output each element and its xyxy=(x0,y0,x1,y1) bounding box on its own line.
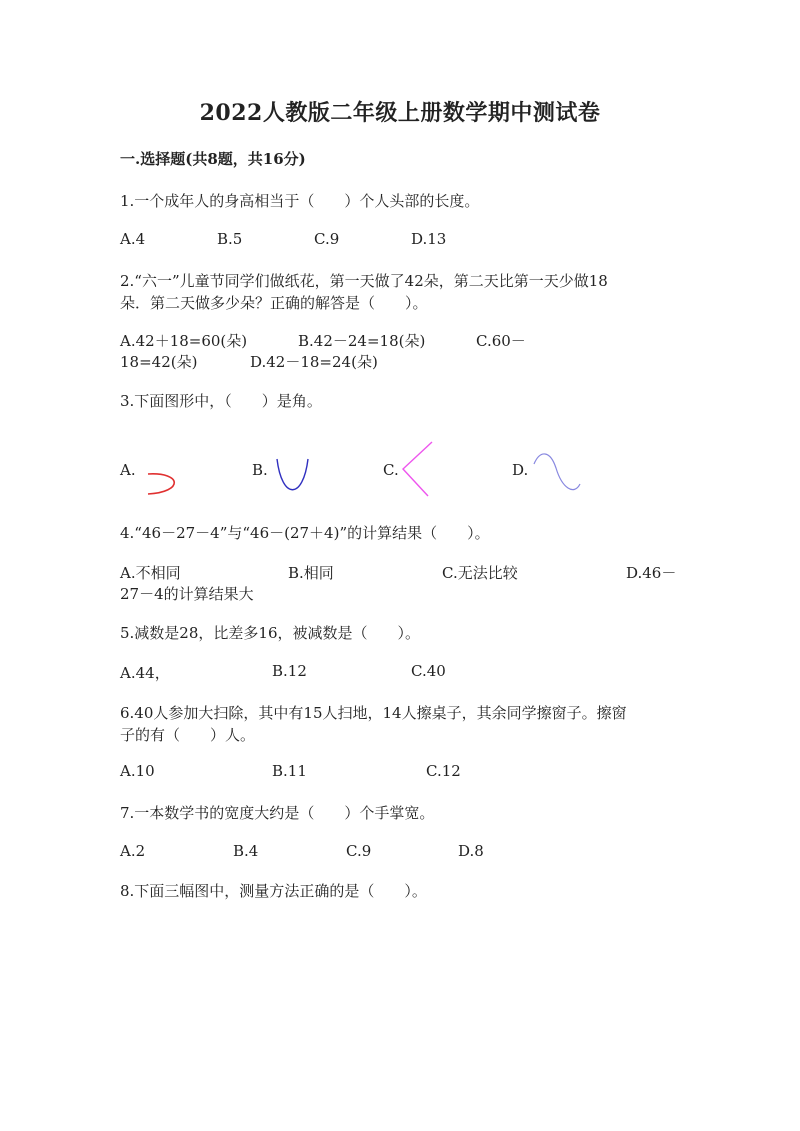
q3-shape-c-angle xyxy=(398,440,438,498)
q2-option-c: C.60－ xyxy=(476,332,526,350)
q7-option-d: D.8 xyxy=(458,842,484,860)
q3-shape-d-wave xyxy=(530,448,586,498)
question-2-stem-line2: 朵．第二天做多少朵？正确的解答是（ ）。 xyxy=(120,294,428,312)
q7-option-c: C.9 xyxy=(346,842,372,860)
q2-option-b: B.42－24=18(朵) xyxy=(298,332,426,350)
question-6-stem-line1: 6.40人参加大扫除，其中有15人扫地，14人擦桌子，其余同学擦窗子。擦窗 xyxy=(120,704,627,722)
page-title: 2022人教版二年级上册数学期中测试卷 xyxy=(199,100,601,126)
q1-option-b: B.5 xyxy=(217,230,243,248)
q4-option-c: C.无法比较 xyxy=(442,564,518,582)
q5-option-a: A.44， xyxy=(120,664,170,682)
q6-option-c: C.12 xyxy=(426,762,461,780)
q6-option-b: B.11 xyxy=(272,762,307,780)
q2-option-c-cont: 18=42(朵) xyxy=(120,353,198,371)
question-1-stem: 1.一个成年人的身高相当于（ ）个人头部的长度。 xyxy=(120,192,480,210)
question-2-stem-line1: 2.“六一”儿童节同学们做纸花，第一天做了42朵，第二天比第一天少做18 xyxy=(120,272,608,290)
question-4-stem: 4.“46－27－4”与“46－(27＋4)”的计算结果（ ）。 xyxy=(120,524,490,542)
q1-option-d: D.13 xyxy=(411,230,447,248)
question-7-stem: 7.一本数学书的宽度大约是（ ）个手掌宽。 xyxy=(120,804,435,822)
q7-option-b: B.4 xyxy=(233,842,259,860)
q3-option-b: B. xyxy=(252,461,268,479)
q3-option-c: C. xyxy=(383,461,399,479)
q4-option-b: B.相同 xyxy=(288,564,334,582)
section-heading: 一.选择题(共8题，共16分) xyxy=(120,150,306,168)
q7-option-a: A.2 xyxy=(120,842,146,860)
question-8-stem: 8.下面三幅图中，测量方法正确的是（ ）。 xyxy=(120,882,427,900)
q4-option-a: A.不相同 xyxy=(120,564,181,582)
question-3-stem: 3.下面图形中，（ ）是角。 xyxy=(120,392,322,410)
q2-option-d: D.42－18=24(朵) xyxy=(250,353,378,371)
q3-shape-b-parabola xyxy=(270,456,314,498)
question-5-stem: 5.减数是28，比差多16，被减数是（ ）。 xyxy=(120,624,420,642)
q2-option-a: A.42＋18=60(朵) xyxy=(120,332,248,350)
q3-option-a: A. xyxy=(120,461,136,479)
q3-shape-a-curve xyxy=(142,470,186,498)
q5-option-c: C.40 xyxy=(411,662,446,680)
q5-option-b: B.12 xyxy=(272,662,307,680)
q1-option-c: C.9 xyxy=(314,230,340,248)
q3-option-d: D. xyxy=(512,461,529,479)
q6-option-a: A.10 xyxy=(120,762,155,780)
q1-option-a: A.4 xyxy=(120,230,146,248)
q4-option-d: D.46－ xyxy=(626,564,677,582)
q4-option-d-cont: 27－4的计算结果大 xyxy=(120,585,254,603)
question-6-stem-line2: 子的有（ ）人。 xyxy=(120,726,256,744)
